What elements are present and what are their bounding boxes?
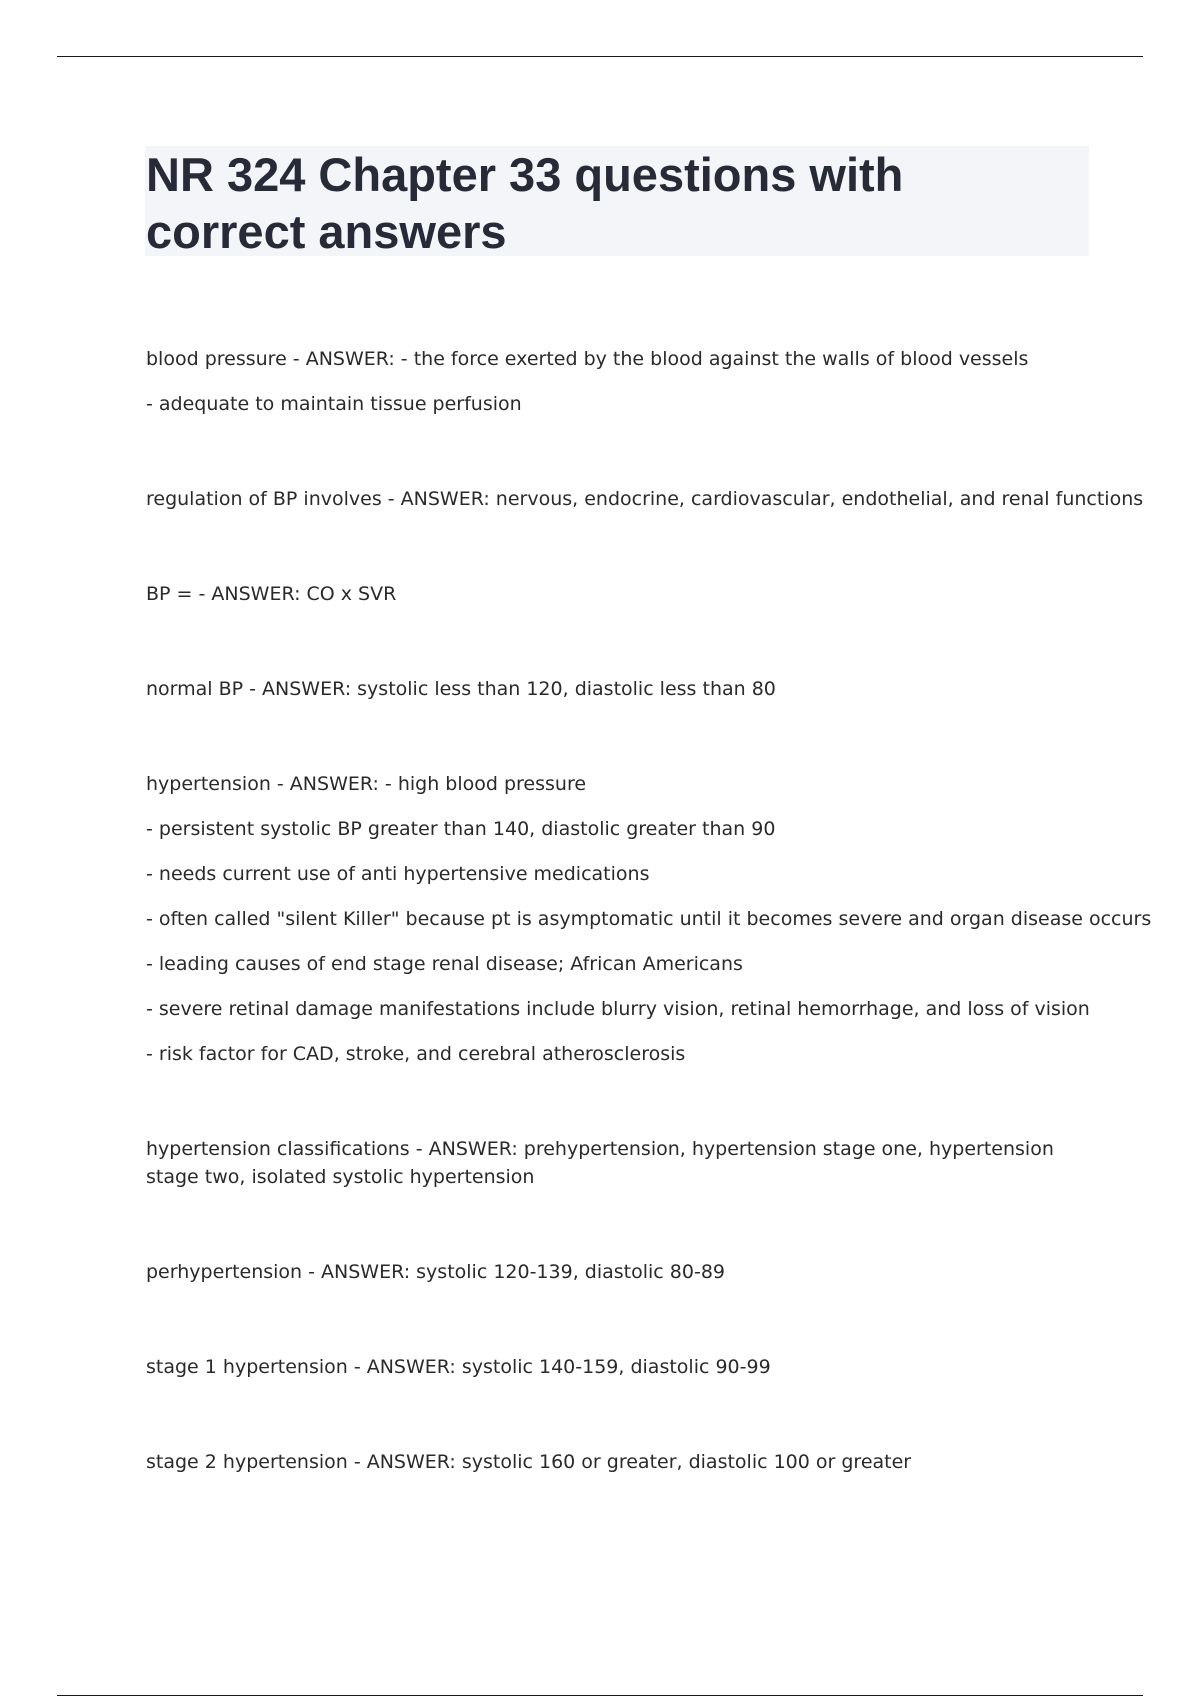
qa-entry-stage-2 (146, 1448, 1086, 1476)
qa-entry-prehypertension (146, 1258, 1086, 1286)
bottom-divider (57, 1695, 1143, 1696)
qa-line: - persistent systolic BP greater than 140, diastolic greater than 90 (146, 818, 776, 840)
qa-line: normal BP - ANSWER: systolic less than 120, diastolic less than 80 (146, 678, 776, 700)
qa-line: stage 1 hypertension - ANSWER: systolic 140-159, diastolic 90-99 (146, 1356, 771, 1378)
qa-line: - needs current use of anti hypertensive medications (146, 863, 650, 885)
qa-entry-bp-regulation (146, 485, 1144, 513)
qa-line: - often called "silent Killer" because pt is asymptomatic until it becomes severe and organ disease occurs (146, 908, 1152, 930)
qa-line: hypertension - ANSWER: - high blood pressure (146, 773, 587, 795)
qa-line: - risk factor for CAD, stroke, and cerebral atherosclerosis (146, 1043, 686, 1065)
title-line-1: NR 324 Chapter 33 questions with (146, 148, 904, 201)
qa-line: perhypertension - ANSWER: systolic 120-139, diastolic 80-89 (146, 1261, 725, 1283)
qa-entry-normal-bp (146, 675, 1086, 703)
qa-line: hypertension classifications - ANSWER: prehypertension, hypertension stage one, hypertension stage two, isolated systolic hypertension (146, 1138, 1054, 1188)
qa-line: - severe retinal damage manifestations include blurry vision, retinal hemorrhage, and loss of vision (146, 998, 1090, 1020)
qa-entry-bp-formula (146, 580, 1086, 608)
qa-entry-stage-1 (146, 1353, 1086, 1381)
qa-line: BP = - ANSWER: CO x SVR (146, 583, 397, 605)
qa-line: blood pressure - ANSWER: - the force exerted by the blood against the walls of blood vessels (146, 348, 1029, 370)
qa-line: regulation of BP involves - ANSWER: nervous, endocrine, cardiovascular, endothelial, and renal functions (146, 488, 1144, 510)
qa-entry-blood-pressure (146, 345, 1086, 418)
qa-entry-hypertension-classifications (146, 1135, 1086, 1191)
qa-line: stage 2 hypertension - ANSWER: systolic 160 or greater, diastolic 100 or greater (146, 1451, 912, 1473)
qa-list (146, 345, 1152, 1543)
title-line-2: correct answers (146, 205, 507, 258)
page-title (146, 146, 1089, 260)
qa-line: - adequate to maintain tissue perfusion (146, 393, 522, 415)
qa-line: - leading causes of end stage renal disease; African Americans (146, 953, 743, 975)
title-banner (145, 146, 1089, 256)
qa-entry-hypertension (146, 770, 1152, 1068)
top-divider (57, 56, 1143, 57)
